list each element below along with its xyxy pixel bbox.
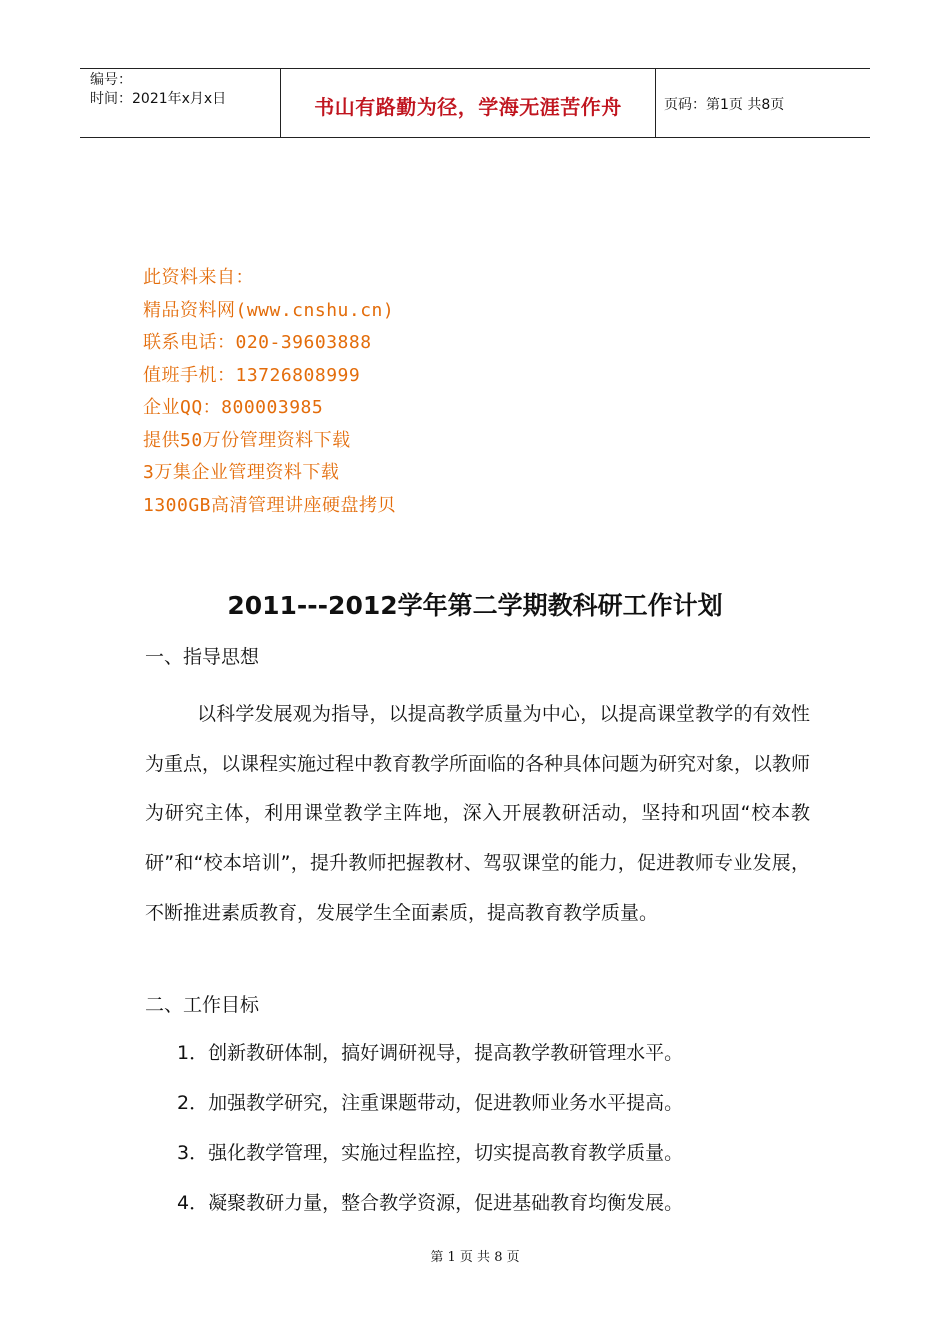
source-line: 此资料来自：: [143, 267, 254, 288]
source-line: 1300GB高清管理讲座硬盘拷贝: [143, 494, 397, 516]
source-line: 值班手机：13726808999: [143, 364, 361, 386]
header-motto: 书山有路勤为径，学海无涯苦作舟: [314, 95, 622, 119]
goal-item: 4．凝聚教研力量，整合教学资源，促进基础教育均衡发展。: [177, 1192, 684, 1214]
section-heading-guiding-ideology: 一、指导思想: [145, 646, 260, 668]
source-info-block: [143, 262, 396, 522]
header-motto-cell: [280, 69, 656, 137]
header-page-code: 页码：第1页 共8页: [664, 97, 785, 113]
header-page-cell: [655, 69, 870, 137]
source-line: 精品资料网(www.cnshu.cn): [143, 299, 395, 321]
work-goals-list: [177, 1038, 683, 1238]
source-line: 3万集企业管理资料下载: [143, 462, 340, 483]
section-heading-work-goals: 二、工作目标: [145, 994, 260, 1016]
guiding-ideology-paragraph: 以科学发展观为指导，以提高教学质量为中心，以提高课堂教学的有效性为重点，以课程实施过程中教育教学所面临的各种具体问题为研究对象，以教师为研究主体，利用课堂教学主阵地，深入开展教研活动，坚持和巩固“校本教研”和“校本培训”，提升教师把握教材、驾驭课堂的能力，促进教师专业发展，不断推进素质教育，发展学生全面素质，提高教育教学质量。: [145, 703, 811, 924]
source-line: 企业QQ：800003985: [143, 397, 324, 418]
goal-item: 1．创新教研体制，搞好调研视导，提高教学教研管理水平。: [177, 1042, 684, 1064]
page-header: [80, 68, 870, 138]
source-line: 联系电话：020-39603888: [143, 332, 372, 353]
page-footer: 第 1 页 共 8 页: [430, 1250, 520, 1265]
document-time-label: 时间：2021年x月x日: [90, 91, 227, 107]
goal-item: 2．加强教学研究，注重课题带动，促进教师业务水平提高。: [177, 1092, 684, 1114]
document-number-label: 编号：: [90, 72, 132, 88]
header-info-cell: [80, 69, 280, 137]
document-title: 2011---2012学年第二学期教科研工作计划: [227, 591, 723, 620]
goal-item: 3．强化教学管理，实施过程监控，切实提高教育教学质量。: [177, 1142, 684, 1164]
source-line: 提供50万份管理资料下载: [143, 429, 351, 451]
